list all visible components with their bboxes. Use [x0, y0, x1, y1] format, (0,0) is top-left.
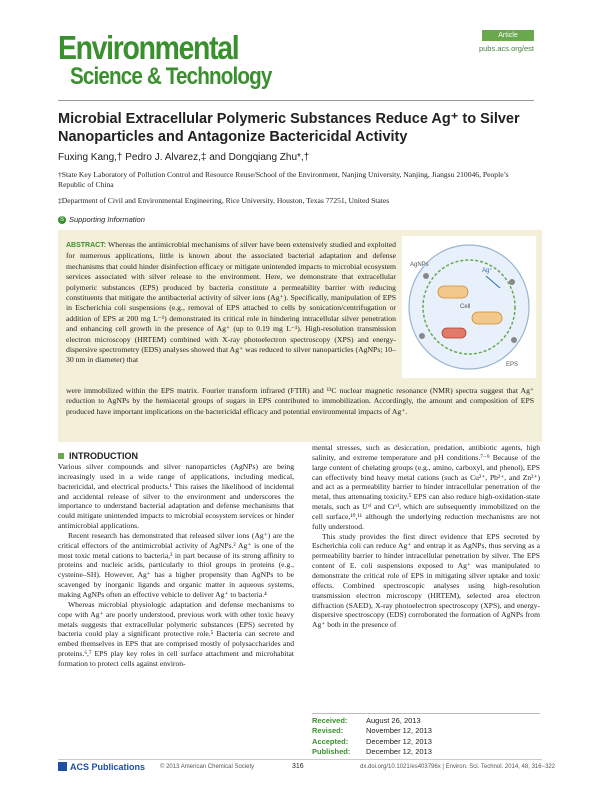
history-label: Accepted:: [312, 736, 349, 746]
abstract-body-2: were immobilized within the EPS matrix. Fourier transform infrared (FTIR) and ¹³C nuclear magnetic resonance (NMR) spectra suggest that Ag⁺ reduction to AgNPs by the hemiacetal groups of sugars in EPS contributed to immobilization. Accordingly, the amount and composition of EPS produced have important implications on the bactericidal efficacy and potential environmental impacts of Ag⁺.: [66, 386, 534, 416]
author-list: Fuxing Kang,† Pedro J. Alvarez,‡ and Dongqiang Zhu*,†: [58, 152, 310, 163]
logo-line-1: Environmental: [58, 29, 239, 66]
publication-history: [312, 716, 540, 758]
history-row: [312, 726, 540, 736]
toc-graphic: [402, 236, 536, 378]
publisher-logo[interactable]: [58, 762, 145, 772]
paragraph: Whereas microbial physiologic adaptation and defense mechanisms to cope with Ag⁺ are poorly understood, previous work with other toxic heavy metals suggests that extracellular polymeric substances (EPS) secreted by bacteria could play a significant protective role.⁵ Bacteria can secrete and embed themselves in EPS that are comprised mostly of polysaccharides and proteins.⁶,⁷ EPS play key roles in cell surface attachment and microhabitat formation to protect cells against environ-: [58, 599, 294, 668]
abstract-body-1: Whereas the antimicrobial mechanisms of silver have been extensively studied and exploited for numerous applications, little is known about the associated bacterial adaptation and defense mechanisms that could hinder disinfection efficacy or mitigate unintended impacts to microbial ecosystem services associated with silver release to the environment. Here, we demonstrate that extracellular polymeric substances (EPS) produced by bacteria constitute a permeability barrier with reducing constituents that mitigate the antibacterial activity of silver ions (Ag⁺). Specifically, manipulation of EPS in Escherichia coli suspensions (e.g., removal of EPS attached to cells by sonication/centrifugation or addition of EPS at 200 mg L⁻¹) demonstrated its critical role in hindering intracellular silver penetration and enhancing cell growth in the presence of Ag⁺ (up to 0.19 mg L⁻¹). High-resolution transmission electron microscopy (HRTEM) combined with X-ray photoelectron spectroscopy (XPS) and energy-dispersive spectrometry (EDS) analyses showed that Ag⁺ was reduced to silver nanoparticles (AgNPs; 10–30 nm in diameter) that: [66, 240, 396, 365]
paragraph: Various silver compounds and silver nanoparticles (AgNPs) are being increasingly used in a wide range of applications, including medical, bactericidal, and electrical products.¹ This raises the likelihood of incidental and accidental release of silver to the environment and underscores the importance to understand bacterial adaptation and defense mechanisms that could mitigate unintended impacts to microbial ecosystem services or hinder antimicrobial applications.: [58, 462, 294, 531]
section-heading-introduction: [58, 451, 138, 461]
toc-label-ag: Ag⁺: [482, 268, 493, 274]
toc-agnp-1: [423, 273, 429, 279]
doi-citation-link[interactable]: dx.doi.org/10.1021/es403796x | Environ. Sci. Technol. 2014, 48, 316−322: [360, 764, 556, 770]
affiliation-1: †State Key Laboratory of Pollution Control and Resource Reuse/School of the Environment, Nanjing University, Nanjing, Jiangsu 210046, People’s Republic of China: [58, 170, 509, 189]
history-date: November 12, 2013: [366, 726, 432, 736]
toc-label-cell: Cell: [460, 304, 471, 310]
history-date: December 12, 2013: [366, 747, 432, 757]
page-number: 316: [292, 763, 304, 770]
journal-url-link[interactable]: pubs.acs.org/est: [478, 44, 534, 53]
section-marker-icon: [58, 453, 64, 459]
journal-logo: [58, 29, 272, 102]
logo-line-2: Science & Technology: [70, 63, 272, 90]
toc-agnp-2: [509, 279, 515, 285]
history-label: Published:: [312, 747, 351, 757]
supporting-info-link[interactable]: [58, 215, 145, 224]
history-label: Received:: [312, 716, 348, 725]
supporting-info-icon: S: [59, 217, 64, 224]
toc-bacterium-1: [438, 286, 468, 298]
history-divider: [312, 713, 540, 714]
section-heading-label: INTRODUCTION: [69, 451, 138, 461]
abstract-label: ABSTRACT:: [66, 242, 107, 249]
paragraph: mental stresses, such as desiccation, predation, antibiotic agents, high salinity, and extreme temperature and pH conditions.⁷⁻⁹ Because of the large content of chelating groups (e.g., amino, carboxyl, and phenol), EPS can effectively bind heavy metal cations (such as Cu²⁺, Pb²⁺, and Zn²⁺) and act as a permeability barrier to hinder intracellular penetration of the metal, thus attenuating toxicity.⁵ EPS can also reduce high-oxidation-state metals, such as Uᵛᴵ and Crᵛᴵ, which are subsequently immobilized on the cell surface,¹⁰,¹¹ although the underlying reduction mechanisms are not fully understood.: [312, 443, 540, 531]
publisher-name: ACS Publications: [70, 762, 146, 772]
footer-divider: [58, 759, 542, 760]
article-title: Microbial Extracellular Polymeric Substances Reduce Ag⁺ to Silver Nanoparticles and Antagonize Bactericidal Activity: [58, 111, 520, 145]
paragraph: This study provides the first direct evidence that EPS secreted by Escherichia coli can reduce Ag⁺ and entrap it as AgNPs, thus serving as a permeability barrier to hinder intracellular penetration by silver. The EPS content of E. coli suspensions exposed to Ag⁺ was manipulated to demonstrate the critical role of EPS in mitigating silver uptake and toxic effects. Combined spectroscopic analyses using high-resolution transmission electron microscopy (HRTEM), selected area electron diffraction (SAED), X-ray photoelectron spectroscopy (XPS), and energy-dispersive spectroscopy (EDS) corroborated the formation of AgNPs from Ag⁺ both in the presence of: [312, 531, 540, 630]
history-row: [312, 747, 540, 757]
left-column: [58, 462, 294, 669]
copyright-notice: © 2013 American Chemical Society: [160, 764, 255, 770]
history-date: August 26, 2013: [366, 716, 421, 725]
abstract-text: [66, 240, 396, 366]
affiliation-2: ‡Department of Civil and Environmental Engineering, Rice University, Houston, Texas 77251, United States: [58, 196, 390, 205]
toc-agnp-3: [419, 333, 425, 339]
paragraph: Recent research has demonstrated that released silver ions (Ag⁺) are the critical effectors of the antimicrobial activity of AgNPs.² Ag⁺ is one of the most toxic metal cations to bacteria,³ in part because of its strong affinity to proteins and nucleic acids, particularly to thiol groups in proteins (e.g., cysteine–SH). However, Ag⁺ has a higher propensity than AgNPs to be scavenged by inorganic ligands and organic matter in aqueous systems, making AgNPs often an effective vehicle to deliver Ag⁺ to bacteria.⁴: [58, 530, 294, 599]
history-label: Revised:: [312, 726, 344, 736]
header-divider: [58, 100, 534, 101]
article-type-badge: Article: [482, 30, 534, 41]
toc-label-agnps: AgNPs: [410, 262, 429, 268]
toc-agnp-4: [511, 337, 517, 343]
right-column: [312, 443, 540, 630]
acs-logo-icon: [58, 762, 67, 771]
supporting-info-label: Supporting Information: [69, 215, 145, 224]
history-row: [312, 716, 540, 726]
history-row: [312, 737, 540, 747]
toc-bacterium-3: [442, 328, 466, 338]
toc-label-eps: EPS: [506, 362, 519, 368]
toc-bacterium-2: [472, 312, 502, 324]
history-date: December 12, 2013: [366, 736, 432, 746]
